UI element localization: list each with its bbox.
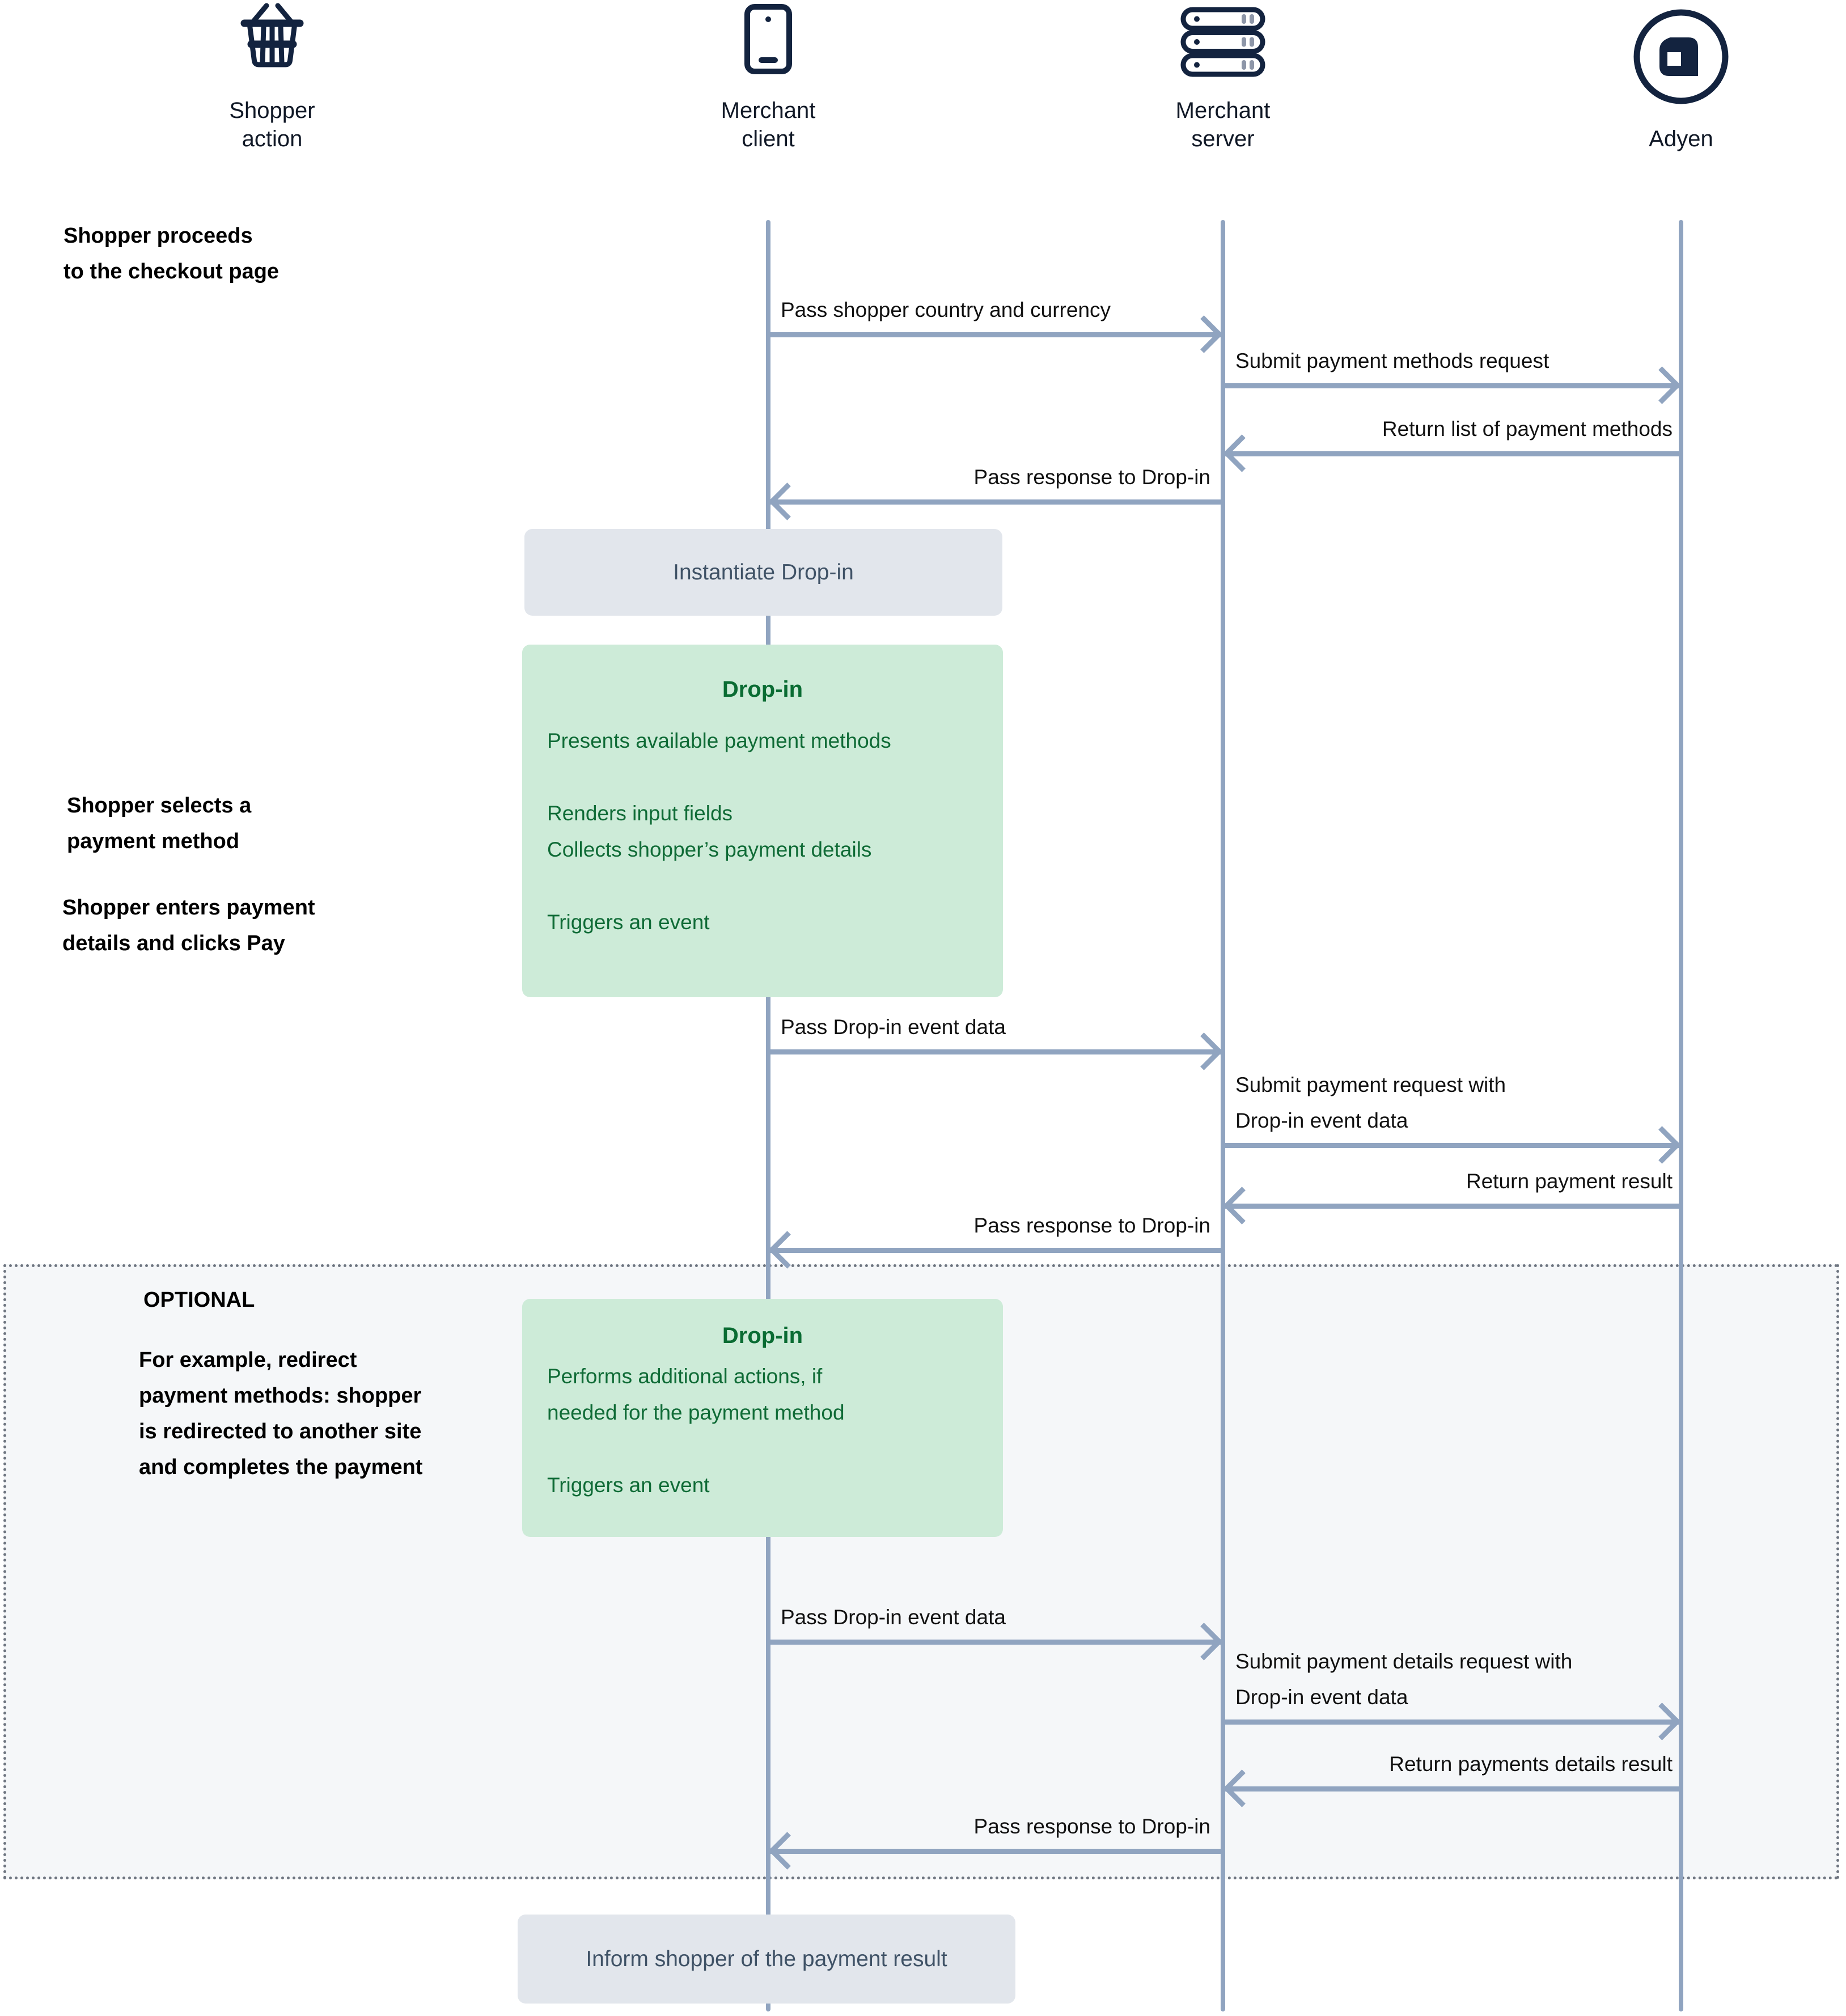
arrowhead-left-icon [1223,1187,1260,1224]
optional-label: OPTIONAL [143,1288,255,1312]
dropin-box-line: Collects shopper’s payment details [547,838,872,861]
message-arrow [1223,451,1681,456]
arrowhead-left-icon [1223,434,1260,472]
actor-label-line: Merchant [1175,98,1271,123]
inform-shopper-box [518,1915,1015,2004]
message-arrow [768,1849,1223,1854]
actor-label-merchant-client [655,96,882,153]
actor-label-line: server [1191,126,1255,151]
message-label: Submit payment details request with Drop-in event data [1235,1650,1573,1709]
message-arrow [1223,1204,1681,1209]
dropin-box-line: Triggers an event [547,1473,710,1497]
arrowhead-right-icon [1185,1032,1222,1070]
message-arrow [768,1049,1223,1054]
lifeline-merchant-server [1221,220,1225,2011]
dropin-box-line: Performs additional actions, if [547,1365,823,1388]
dropin-box-2 [522,1299,1003,1537]
inform-shopper-label: Inform shopper of the payment result [586,1946,947,1971]
server-icon [1180,7,1265,77]
adyen-logo-icon [1629,5,1733,109]
message-arrow [1223,1786,1681,1791]
message-arrow [768,1640,1223,1645]
dropin-box-line [522,759,1003,795]
dropin-box-line: needed for the payment method [547,1401,845,1424]
instantiate-dropin-label: Instantiate Drop-in [673,560,854,585]
dropin-box-1 [522,645,1003,997]
dropin-box-line [522,1431,1003,1467]
message-arrow [768,499,1223,505]
caption-optional-example: For example, redirect payment methods: shopper is redirected to another site and completes the payment [139,1348,423,1479]
dropin-box-line: Presents available payment methods [547,729,891,752]
message-arrow [1223,1143,1681,1148]
actor-label-line: action [242,126,303,151]
message-arrow [1223,1719,1681,1725]
actor-label-line: Merchant [721,98,816,123]
message-arrow [1223,383,1681,388]
actor-label-line: client [742,126,795,151]
dropin-box-line: Triggers an event [547,910,710,934]
message-label: Submit payment methods request [1235,349,1549,372]
instantiate-dropin-box [524,529,1002,616]
arrowhead-left-icon [768,482,806,520]
message-arrow [768,332,1223,337]
actor-label-adyen [1568,125,1794,153]
dropin-box-title: Drop-in [722,1323,803,1348]
message-label: Pass response to Drop-in [973,1815,1210,1838]
message-label: Pass Drop-in event data [781,1606,1006,1629]
message-label: Return payments details result [1389,1752,1673,1776]
dropin-box-line: Renders input fields [547,802,733,825]
message-arrow [768,1248,1223,1253]
message-label: Pass Drop-in event data [781,1015,1006,1039]
lifeline-adyen [1679,220,1683,2011]
actor-label-line: Adyen [1649,126,1713,151]
actor-label-line: Shopper [229,98,315,123]
dropin-box-line [522,868,1003,904]
phone-icon [742,3,794,75]
caption-shopper-enters: Shopper enters payment details and clicks Pay [62,896,315,955]
message-label: Return list of payment methods [1382,417,1673,441]
caption-shopper-selects: Shopper selects a payment method [67,794,252,853]
message-label: Pass response to Drop-in [973,465,1210,489]
arrowhead-right-icon [1185,315,1222,353]
actor-label-shopper-action [159,96,386,153]
message-label: Pass response to Drop-in [973,1214,1210,1237]
arrowhead-right-icon [1643,366,1680,404]
arrowhead-left-icon [768,1231,806,1268]
arrowhead-right-icon [1643,1126,1680,1163]
caption-shopper-proceeds: Shopper proceeds to the checkout page [63,224,280,283]
dropin-box-title: Drop-in [722,677,803,702]
message-label: Return payment result [1466,1170,1673,1193]
lifeline-merchant-client [766,220,770,2011]
message-label: Submit payment request with Drop-in event data [1235,1073,1506,1132]
message-label: Pass shopper country and currency [781,298,1111,321]
basket-icon [237,1,307,71]
actor-label-merchant-server [1110,96,1336,153]
